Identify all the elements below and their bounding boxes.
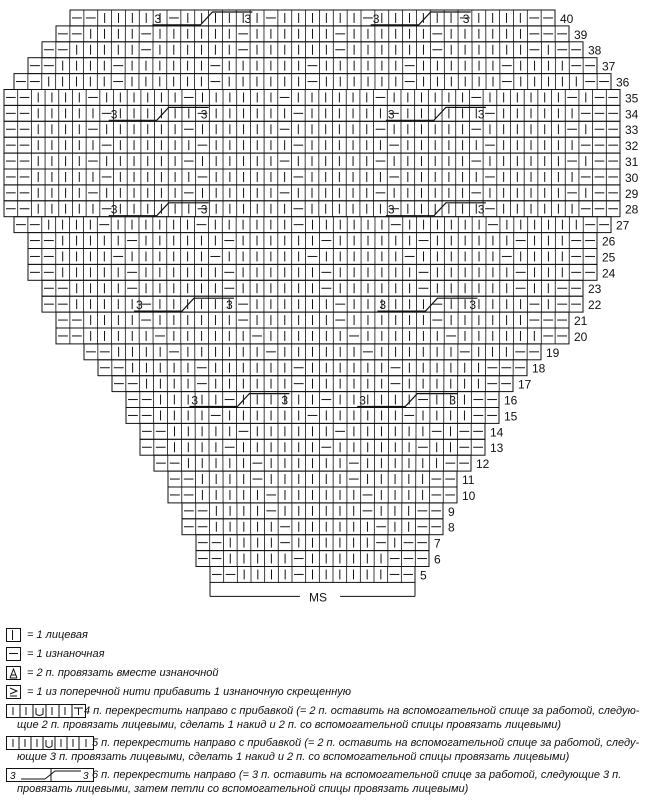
chart-row xyxy=(28,249,597,265)
row-number: 22 xyxy=(588,298,602,313)
row-number: 38 xyxy=(588,43,602,58)
cable-cross xyxy=(371,12,471,25)
chart-row xyxy=(4,153,620,169)
cable-cross xyxy=(189,394,289,407)
row-number: 28 xyxy=(625,202,639,217)
chart-row xyxy=(4,169,620,185)
cable-cross xyxy=(357,394,457,407)
cable-number-left: 3 xyxy=(135,298,143,313)
make-one-purl-symbol-icon xyxy=(6,685,21,703)
p2tog-symbol-icon xyxy=(6,666,21,684)
legend-m1p-text: = 1 из поперечной нити прибавить 1 изнаночную скрещенную xyxy=(27,686,352,698)
chart-row xyxy=(4,137,620,153)
row-number: 33 xyxy=(625,123,639,138)
cable-number-left: 3 xyxy=(110,107,118,122)
chart-row xyxy=(70,10,555,26)
row-number: 23 xyxy=(588,282,602,297)
chart-row xyxy=(168,471,457,487)
cable-number-right: 3 xyxy=(200,107,208,122)
legend xyxy=(0,618,670,808)
cable-cross xyxy=(377,298,477,311)
cable-number-left: 3 xyxy=(110,202,118,217)
cable-number-right: 3 xyxy=(200,202,208,217)
legend-purl-text: = 1 изнаночная xyxy=(27,648,105,660)
chart-row xyxy=(28,233,597,249)
chart-row xyxy=(42,296,583,312)
cable-number-left: 3 xyxy=(379,298,387,313)
legend-cable5-text-2: ющие 3 п. провязать лицевыми, сделать 1 накид и 2 п. со вспомогательной спицы провязать лицевыми) xyxy=(17,751,570,763)
cable-number-left: 3 xyxy=(359,393,366,408)
row-number: 21 xyxy=(574,314,588,328)
row-number: 17 xyxy=(518,377,532,392)
row-number: 30 xyxy=(625,170,639,185)
chart-row xyxy=(4,121,620,137)
row-number: 29 xyxy=(625,186,639,201)
cable-number-right: 3 xyxy=(244,11,252,26)
chart-row xyxy=(28,264,597,280)
legend-cable4-text-2: щие 2 п. провязать лицевыми, сделать 1 накид и 2 п. со вспомогательной спицы провязать лицевыми) xyxy=(17,719,562,731)
chart-row xyxy=(140,423,485,439)
row-number: 6 xyxy=(434,552,441,567)
chart-row xyxy=(84,344,541,360)
cable-number-left: 3 xyxy=(191,393,199,408)
cable-number-left: 3 xyxy=(154,11,162,26)
row-number: 18 xyxy=(532,361,546,376)
cable6-number-left: 3 xyxy=(10,771,16,781)
cable-number-left: 3 xyxy=(387,202,395,217)
cable-number-right: 3 xyxy=(449,393,456,408)
ms-label: MS xyxy=(309,590,327,605)
row-number: 13 xyxy=(490,441,504,456)
chart-row xyxy=(182,503,443,519)
chart-row xyxy=(168,487,457,503)
chart-row xyxy=(210,567,415,583)
row-number: 39 xyxy=(574,27,588,42)
row-number: 35 xyxy=(625,91,639,106)
chart-row xyxy=(4,105,620,121)
cable-cross xyxy=(109,107,209,120)
row-number: 19 xyxy=(546,345,560,360)
row-number: 5 xyxy=(420,568,427,583)
chart-row xyxy=(140,439,485,455)
legend-p2tog-text: = 2 п. провязать вместе изнаночной xyxy=(27,667,219,679)
cable-number-left: 3 xyxy=(387,107,395,122)
purl-symbol-icon xyxy=(6,647,21,665)
knit-symbol-icon xyxy=(6,628,21,646)
legend-cable4-text: 4 п. перекрестить направо с прибавкой (= 2 п. оставить на вспомогательной спице за работой, следую- xyxy=(84,705,640,717)
cable-number-right: 3 xyxy=(281,393,289,408)
cable-cross xyxy=(109,203,209,216)
chart-row xyxy=(42,42,583,58)
row-number: 25 xyxy=(602,250,616,265)
chart-row xyxy=(14,74,611,90)
row-number: 20 xyxy=(574,329,588,344)
cable-number-right: 3 xyxy=(462,11,470,26)
row-number: 9 xyxy=(448,504,455,519)
cable-number-right: 3 xyxy=(469,298,477,313)
chart-row xyxy=(56,312,569,328)
cable6-number-right: 3 xyxy=(83,771,89,781)
row-number: 7 xyxy=(434,536,441,551)
row-number: 31 xyxy=(625,155,639,169)
chart-row xyxy=(154,455,471,471)
row-number: 8 xyxy=(448,520,455,535)
row-number: 12 xyxy=(476,457,490,472)
chart-row xyxy=(126,408,499,424)
row-number: 26 xyxy=(602,234,616,249)
cable-number-left: 3 xyxy=(372,11,380,26)
row-number: 34 xyxy=(625,107,639,122)
row-number: 36 xyxy=(616,75,630,90)
row-number: 37 xyxy=(602,59,616,74)
cable-number-right: 3 xyxy=(225,298,233,313)
legend-cable6-text-2: провязать лицевыми, затем петли со вспомогательной спицы провязать лицевыми) xyxy=(17,783,469,795)
cable-number-right: 3 xyxy=(477,107,485,122)
row-number: 10 xyxy=(462,488,476,503)
chart-row xyxy=(182,519,443,535)
row-number: 24 xyxy=(602,266,616,281)
cable-number-right: 3 xyxy=(477,202,485,217)
legend-cable5-text: 5 п. перекрестить направо с прибавкой (= 2 п. оставить на вспомогательной спице за работой, следу- xyxy=(92,737,640,749)
chart-row xyxy=(196,551,429,567)
row-number: 32 xyxy=(625,139,639,154)
chart-row xyxy=(4,90,620,106)
chart-row xyxy=(56,26,569,42)
cable-cross xyxy=(152,12,252,25)
row-number: 15 xyxy=(504,409,518,424)
chart-row xyxy=(28,58,597,74)
legend-knit-text: = 1 лицевая xyxy=(27,629,88,641)
row-number: 27 xyxy=(616,218,630,233)
chart-row xyxy=(42,280,583,296)
chart-row xyxy=(14,217,611,233)
row-number: 11 xyxy=(462,473,475,487)
chart-row xyxy=(112,376,513,392)
chart-row xyxy=(56,328,569,344)
cable-cross xyxy=(134,298,234,311)
chart-row xyxy=(4,185,620,201)
chart-row xyxy=(98,360,527,376)
row-number: 14 xyxy=(490,425,504,440)
chart-row xyxy=(196,535,429,551)
legend-cable6-text: 6 п. перекрестить направо (= 3 п. оставить на вспомогательной спице за работой, следующие 3 п. xyxy=(92,769,622,781)
chart-row xyxy=(4,201,620,217)
row-number: 16 xyxy=(504,393,518,408)
row-number: 40 xyxy=(560,11,574,26)
